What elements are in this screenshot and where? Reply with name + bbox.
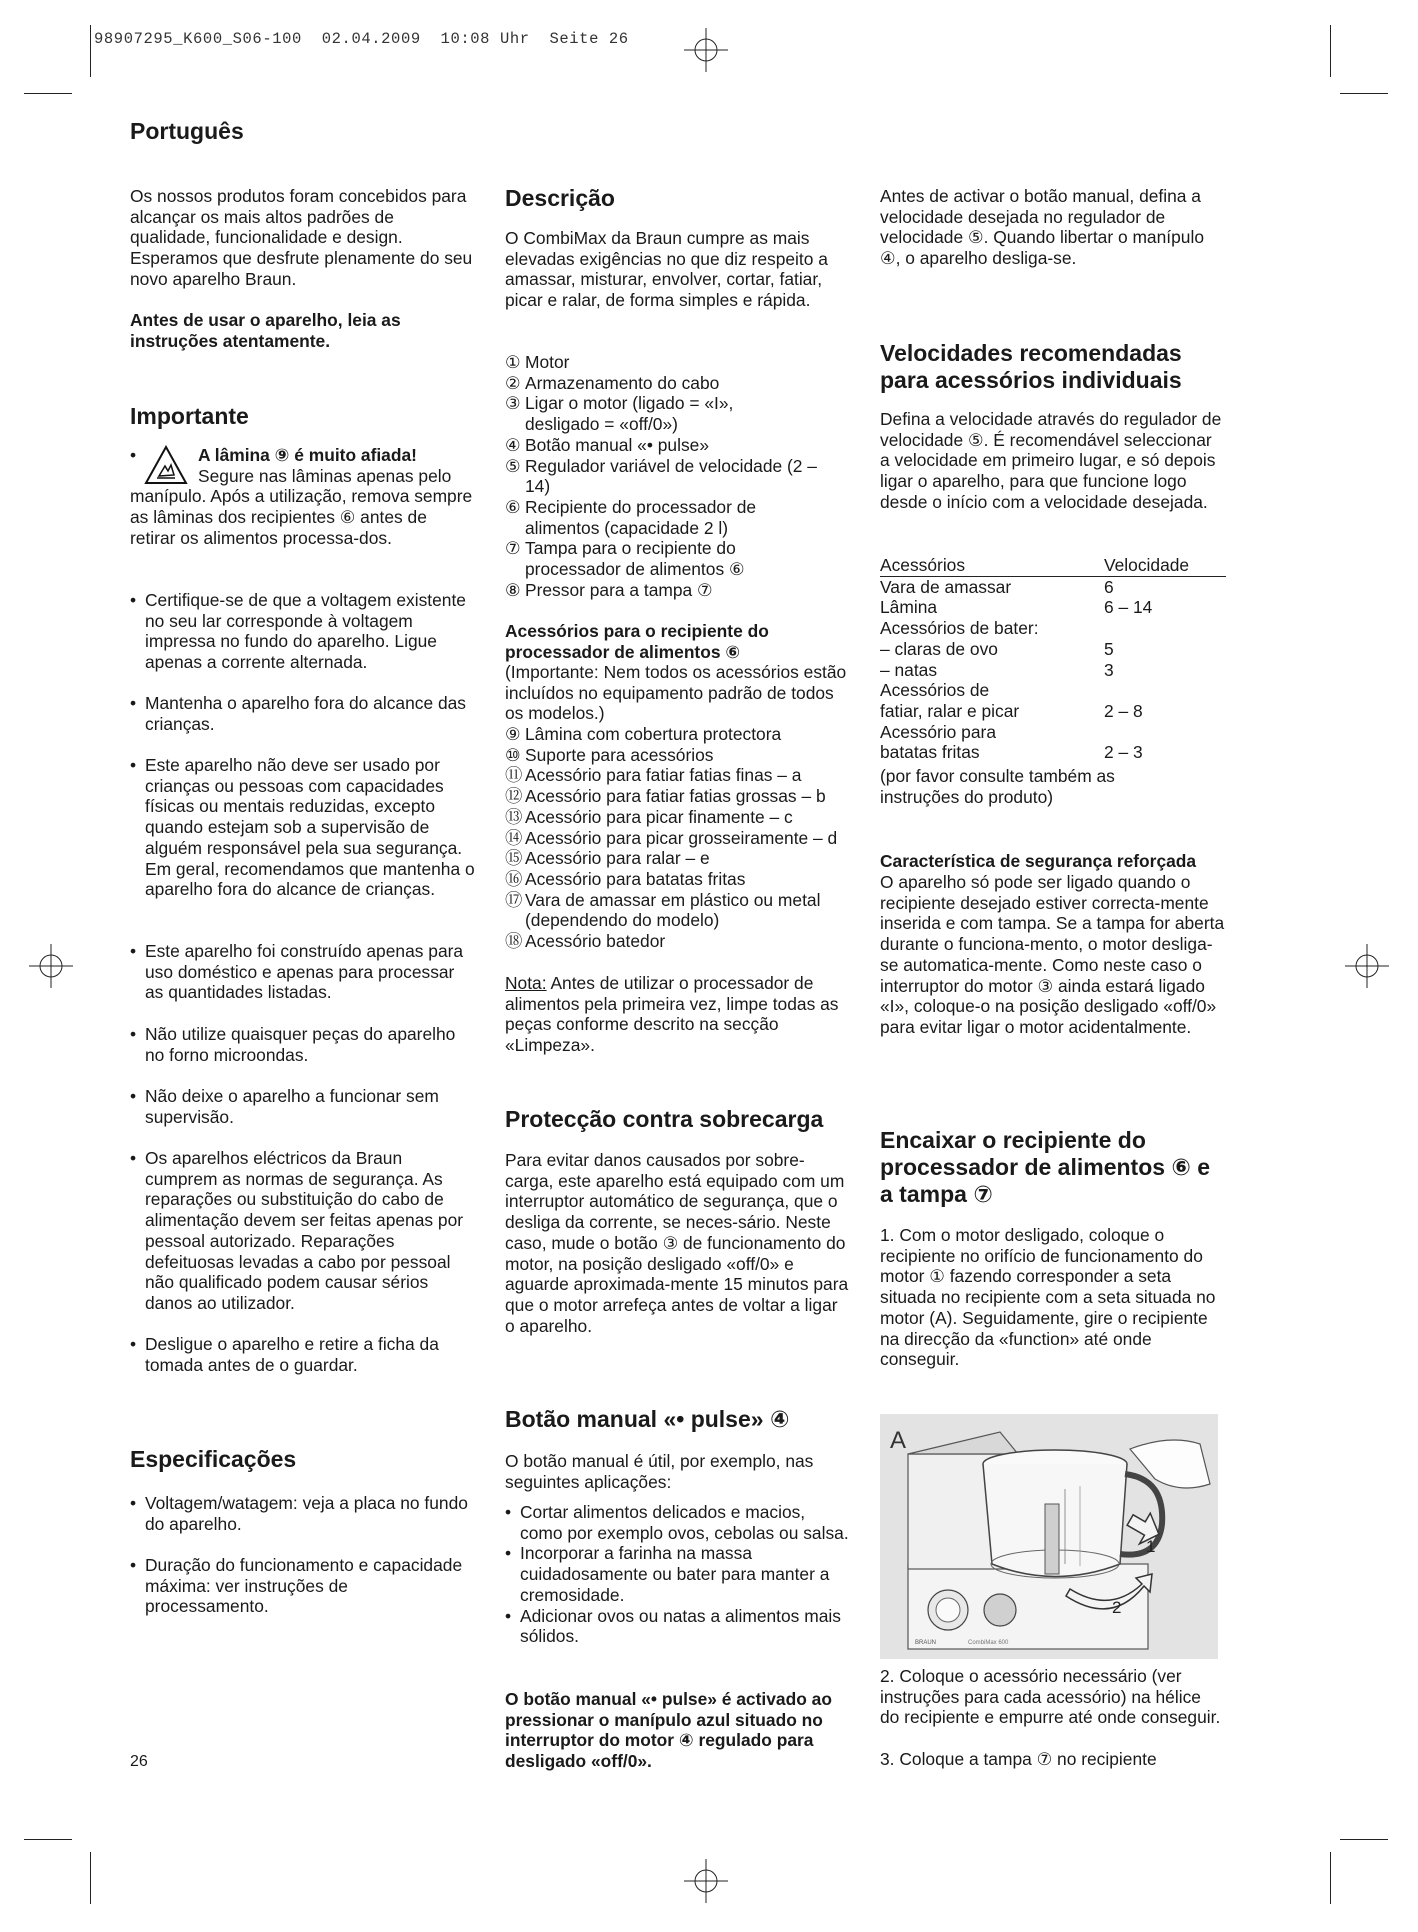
print-slug: 98907295_K600_S06-100 02.04.2009 10:08 Uhr Seite 26	[94, 30, 629, 48]
list-item: ④ Botão manual «• pulse»	[505, 434, 709, 455]
fit-heading: Encaixar o recipiente do processador de alimentos ⑥ e a tampa ⑦	[880, 1127, 1211, 1207]
intro-text: Os nossos produtos foram concebidos para alcançar os mais altos padrões de qualidade, funcionalidade e design. Esperamos que desfrute plenamente do seu novo aparelho Braun.	[130, 186, 473, 289]
list-item: • Este aparelho não deve ser usado por crianças ou pessoas com capacidades físicas ou mentais reduzidas, excepto quando estejam sob a supervisão de alguém responsável pela sua segurança. Em geral, recomendamos que mantenha o aparelho fora do alcance de crianças.	[130, 755, 475, 941]
list-item: • Não deixe o aparelho a funcionar sem supervisão.	[130, 1086, 475, 1148]
warning-hand-icon	[144, 445, 188, 485]
accessories-list	[505, 724, 860, 952]
crop-mark	[24, 1839, 72, 1840]
descricao-text: O CombiMax da Braun cumpre as mais elevadas exigências no que diz respeito a amassar, misturar, envolver, cortar, fatiar, picar e ralar, de forma simples e rápida.	[505, 228, 828, 311]
read-instructions-warning: Antes de usar o aparelho, leia as instruções atentamente.	[130, 310, 401, 351]
registration-mark-bottom	[682, 1857, 730, 1905]
table-row: fatiar, ralar e picar 2 – 8	[880, 700, 1143, 721]
table-row: batatas fritas 2 – 3	[880, 742, 1143, 763]
list-item: ⑩ Suporte para acessórios	[505, 744, 714, 765]
list-item: ⑰ Vara de amassar em plástico ou metal (dependendo do modelo)	[505, 889, 821, 931]
pulse-heading: Botão manual «• pulse» ④	[505, 1406, 790, 1432]
speeds-text: Defina a velocidade através do regulador de velocidade ⑤. É recomendável seleccionar a velocidade em primeiro lugar, e só depois ligar o aparelho, para que funcione logo desde o início com a velocidade desejada.	[880, 409, 1222, 512]
importante-heading: Importante	[130, 403, 249, 429]
list-item: ⑧ Pressor para a tampa ⑦	[505, 579, 713, 600]
list-item: ③ Ligar o motor (ligado = «I», desligado = «off/0»)	[505, 393, 734, 435]
table-row: – claras de ovo 5	[880, 638, 1114, 659]
list-item: ⑪ Acessório para fatiar fatias finas – a	[505, 765, 802, 786]
step-2: 2. Coloque o acessório necessário (ver instruções para cada acessório) na hélice do recipiente e empurre até onde conseguir.	[880, 1666, 1221, 1728]
list-item: ⑥ Recipiente do processador de alimentos (capacidade 2 l)	[505, 496, 757, 538]
table-row: Lâmina 6 – 14	[880, 597, 1153, 618]
parts-list	[505, 352, 855, 600]
nota-label: Nota:	[505, 973, 547, 993]
list-item: ⑯ Acessório para batatas fritas	[505, 868, 746, 889]
accessories-heading: Acessórios para o recipiente do processador de alimentos ⑥	[505, 621, 769, 662]
blade-warning-text: Segure nas lâminas apenas pelo manípulo. Após a utilização, remova sempre as lâminas dos recipientes ⑥ antes de retirar os alimentos processa-dos.	[130, 465, 473, 548]
crop-mark	[24, 93, 72, 94]
crop-mark	[1330, 1852, 1331, 1904]
list-item: • Cortar alimentos delicados e macios, como por exemplo ovos, cebolas ou salsa.	[505, 1502, 850, 1543]
pulse-continued-text: Antes de activar o botão manual, defina a velocidade desejada no regulador de velocidade ⑤. Quando libertar o manípulo ④, o aparelho desliga-se.	[880, 186, 1204, 269]
list-item: • Mantenha o aparelho fora do alcance das crianças.	[130, 693, 475, 755]
table-header-velocidade: Velocidade	[1104, 555, 1226, 576]
figure-label: A	[890, 1427, 907, 1454]
nota-paragraph	[505, 973, 850, 1056]
safety-heading: Característica de segurança reforçada	[880, 851, 1197, 871]
pulse-list	[505, 1502, 850, 1647]
specifications-list	[130, 1493, 475, 1617]
list-item: • Certifique-se de que a voltagem existente no seu lar corresponde à voltagem impressa no fundo do aparelho. Ligue apenas a corrente alternada.	[130, 590, 475, 693]
list-item: ⑬ Acessório para picar finamente – c	[505, 806, 793, 827]
figure-model: CombiMax 600	[968, 1640, 1009, 1646]
registration-mark-top	[682, 26, 730, 74]
list-item: ⑭ Acessório para picar grosseiramente – d	[505, 827, 838, 848]
overload-heading: Protecção contra sobrecarga	[505, 1106, 824, 1132]
list-item: ⑦ Tampa para o recipiente do processador de alimentos ⑥	[505, 538, 745, 580]
table-row: Acessórios de	[880, 680, 990, 701]
registration-mark-right	[1343, 942, 1391, 990]
table-row: – natas 3	[880, 659, 1114, 680]
list-item: ⑱ Acessório batedor	[505, 931, 666, 952]
blade-warning: • A lâmina ⑨ é muito afiada! Segure nas lâminas apenas pelo manípulo. Após a utilização, remova sempre as lâminas dos recipientes ⑥ antes de retirar os alimentos processa-dos.	[130, 445, 475, 549]
list-item: ② Armazenamento do cabo	[505, 372, 720, 393]
table-row: Acessório para	[880, 721, 996, 742]
step-1: 1. Com o motor desligado, coloque o recipiente no orifício de funcionamento do motor ① fazendo corresponder a seta situada no recipiente com a seta situada no motor (A). Seguidamente, gire o recipiente na direcção da «function» até onde conseguir.	[880, 1225, 1216, 1370]
blade-warning-bold: A lâmina ⑨ é muito afiada!	[198, 445, 417, 465]
speeds-table	[880, 555, 1226, 763]
step-3: 3. Coloque a tampa ⑦ no recipiente	[880, 1749, 1157, 1769]
list-item: • Não utilize quaisquer peças do aparelho no forno microondas.	[130, 1024, 475, 1086]
list-item: ⑤ Regulador variável de velocidade (2 – 14)	[505, 455, 817, 497]
safety-text: O aparelho só pode ser ligado quando o recipiente desejado estiver correcta-mente inserida e com tampa. Se a tampa for aberta durante o funciona-mento, o motor desliga-se automatica-mente. Como neste caso o interruptor do motor ③ ainda estará ligado «I», coloque-o na posição desligado «off/0» para evitar ligar o motor acidentalmente.	[880, 872, 1225, 1037]
speeds-heading: Velocidades recomendadas para acessórios individuais	[880, 340, 1182, 393]
list-item: ⑨ Lâmina com cobertura protectora	[505, 724, 782, 744]
crop-mark	[1340, 93, 1388, 94]
crop-mark	[1340, 1839, 1388, 1840]
importante-list	[130, 590, 475, 1375]
descricao-heading: Descrição	[505, 185, 615, 211]
pulse-bold-note: O botão manual «• pulse» é activado ao pressionar o manípulo azul situado no interruptor do motor ④ regulado para desligado «off/0».	[505, 1689, 832, 1772]
crop-mark	[90, 1852, 91, 1904]
table-header-accessorios: Acessórios	[880, 555, 1104, 576]
pulse-intro: O botão manual é útil, por exemplo, nas seguintes aplicações:	[505, 1451, 814, 1492]
nota-text: Antes de utilizar o processador de alimentos pela primeira vez, limpe todas as peças conforme descrito na secção «Limpeza».	[505, 973, 839, 1056]
list-item: • Os aparelhos eléctricos da Braun cumprem as normas de segurança. As reparações ou substituição do cabo de alimentação devem ser feitas apenas por pessoal autorizado. Reparações defeituosas levadas a cabo por pessoal não qualificado podem causar sérios danos ao utilizador.	[130, 1148, 475, 1334]
figure-arrow-2: 2	[1112, 1598, 1122, 1617]
figure-a	[880, 1414, 1218, 1659]
figure-arrow-1: 1	[1146, 1537, 1156, 1556]
food-processor-illustration	[880, 1414, 1218, 1659]
list-item: • Incorporar a farinha na massa cuidadosamente ou bater para manter a cremosidade.	[505, 1543, 850, 1605]
list-item: • Adicionar ovos ou natas a alimentos mais sólidos.	[505, 1606, 850, 1647]
crop-mark	[90, 25, 91, 77]
list-item: • Este aparelho foi construído apenas para uso doméstico e apenas para processar as quantidades listadas.	[130, 941, 475, 1024]
table-row: Vara de amassar 6	[880, 576, 1114, 597]
table-note: (por favor consulte também as instruções do produto)	[880, 766, 1115, 807]
registration-mark-left	[27, 942, 75, 990]
table-row: Acessórios de bater:	[880, 618, 1039, 639]
list-item: ⑮ Acessório para ralar – e	[505, 848, 710, 869]
crop-mark	[1330, 25, 1331, 77]
list-item: ⑫ Acessório para fatiar fatias grossas – b	[505, 786, 826, 807]
page-title: Português	[130, 118, 244, 144]
list-item: • Duração do funcionamento e capacidade máxima: ver instruções de processamento.	[130, 1555, 475, 1617]
accessories-note: (Importante: Nem todos os acessórios estão incluídos no equipamento padrão de todos os modelos.)	[505, 662, 847, 724]
list-item: • Voltagem/watagem: veja a placa no fundo do aparelho.	[130, 1493, 475, 1555]
list-item: • Desligue o aparelho e retire a ficha da tomada antes de o guardar.	[130, 1334, 475, 1375]
page-number: 26	[130, 1753, 148, 1770]
overload-text: Para evitar danos causados por sobre-carga, este aparelho está equipado com um interruptor automático de segurança, que o desliga da corrente, se neces-sário. Neste caso, mude o botão ③ de funcionamento do motor, na posição desligado «off/0» e aguarde aproximada-mente 15 minutos para que o motor arrefeça antes de voltar a ligar o aparelho.	[505, 1150, 849, 1336]
especificacoes-heading: Especificações	[130, 1446, 297, 1472]
figure-brand: BRAUN	[915, 1640, 937, 1646]
list-item: ① Motor	[505, 352, 570, 372]
table-header-row	[880, 555, 1226, 576]
